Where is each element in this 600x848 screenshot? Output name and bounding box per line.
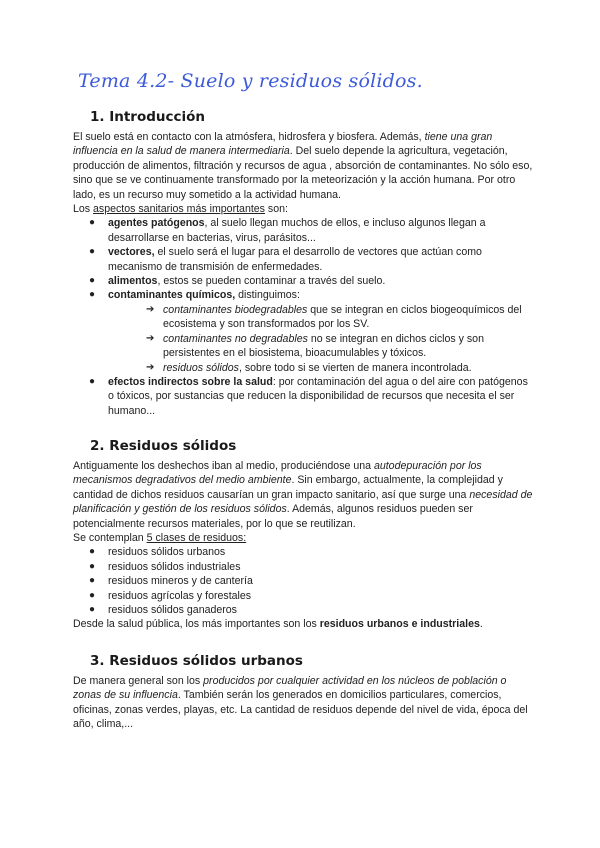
list-item: ● contaminantes químicos, distinguimos: ➔ contaminantes biodegradables que se integran en ciclos biogeoquímicos del ecosistema y son transformados por los SV. ➔ contaminantes no degradables no se integran en dichos ciclos y son persistentes en el biosistema, bioacumulables y tóxicos. ➔ residuos sólidos, sobre todo si se vierten de manera incontrolada. (73, 288, 535, 374)
arrow-right-icon: ➔ (146, 332, 155, 344)
list-item: ● agentes patógenos, al suelo llegan muchos de ellos, e incluso algunos llegan a desarrollarse en bacterias, virus, parásitos... (89, 217, 486, 244)
arrow-right-icon: ➔ (146, 303, 155, 315)
document-title: Tema 4.2- Suelo y residuos sólidos. (78, 70, 423, 92)
list-item: ● alimentos, estos se pueden contaminar a través del suelo. (89, 275, 386, 288)
bullet-icon: ● (89, 560, 96, 572)
bullet-icon: ● (89, 246, 96, 258)
section-heading-residuos-solidos: 2. Residuos sólidos (90, 438, 237, 454)
section-heading-residuos-urbanos: 3. Residuos sólidos urbanos (90, 653, 303, 669)
bullet-icon: ● (89, 589, 96, 601)
list-item: ● residuos sólidos urbanos (89, 546, 226, 559)
list-item: ● residuos sólidos industriales (89, 560, 241, 573)
bullet-icon: ● (89, 546, 96, 558)
list-item: ● residuos sólidos ganaderos (89, 604, 237, 617)
section-urbanos-body (73, 674, 535, 732)
sublist-item: ➔ contaminantes no degradables no se integran en dichos ciclos y son persistentes en el biosistema, bioacumulables y tóxicos. (146, 332, 484, 360)
sublist-item: ➔ contaminantes biodegradables que se integran en ciclos biogeoquímicos del ecosistema y son transformados por los SV. (146, 303, 522, 331)
contaminantes-sublist (108, 303, 535, 375)
list-item: ● vectores, el suelo será el lugar para el desarrollo de vectores que actúan como mecanismo de transmisión de enfermedades. (89, 246, 482, 273)
list-item: ● residuos mineros y de cantería (89, 575, 253, 588)
list-item: ● efectos indirectos sobre la salud: por contaminación del agua o del aire con patógenos o tóxicos, por sustancias que reducen la disponibilidad de recursos que necesita el ser humano... (89, 375, 528, 417)
bullet-icon: ● (89, 289, 96, 301)
clases-intro: Se contemplan 5 clases de residuos: (73, 532, 247, 545)
list-item: ● residuos agrícolas y forestales (89, 589, 252, 602)
residuos-paragraph: Antiguamente los deshechos iban al medio, produciéndose una autodepuración por los mecanismos degradativos del medio ambiente. Sin embargo, actualmente, la complejidad y cantidad de dichos residuos causarían un gran impacto sanitario, así que surge una necesidad de planificación y gestión de los residuos sólidos. Además, algunos residuos pueden ser potencialmente recursos materiales, por lo que se reutilizan. (73, 460, 533, 530)
intro-paragraph: El suelo está en contacto con la atmósfera, hidrosfera y biosfera. Además, tiene una gran influencia en la salud de manera intermediaria. Del suelo depende la agricultura, vegetación, producción de alimentos, filtración y recursos de agua , absorción de contaminantes. No sólo eso, sino que se ve continuamente transformado por la meteorización y la acción humana. Por otro lado, es un recurso muy sometido a la actividad humana. (73, 131, 533, 201)
salud-publica-paragraph: Desde la salud pública, los más importantes son los residuos urbanos e industriales. (73, 618, 483, 631)
bullet-icon: ● (89, 375, 96, 387)
bullet-icon: ● (89, 217, 96, 229)
bullet-icon: ● (89, 275, 96, 287)
section-residuos-body (73, 459, 535, 632)
aspectos-list (73, 216, 535, 418)
aspectos-intro: Los aspectos sanitarios más importantes son: (73, 203, 288, 216)
section-introduccion-body (73, 130, 535, 418)
bullet-icon: ● (89, 604, 96, 616)
urbanos-paragraph: De manera general son los producidos por cualquier actividad en los núcleos de población o zonas de su influencia. También serán los generados en domicilios particulares, comercios, oficinas, zonas verdes, playas, etc. La cantidad de residuos depende del nivel de vida, época del año, clima,... (73, 675, 528, 731)
section-heading-introduccion: 1. Introducción (90, 109, 206, 125)
clases-list (73, 545, 535, 617)
bullet-icon: ● (89, 575, 96, 587)
sublist-item: ➔ residuos sólidos, sobre todo si se vierten de manera incontrolada. (146, 361, 472, 374)
arrow-right-icon: ➔ (146, 361, 155, 373)
